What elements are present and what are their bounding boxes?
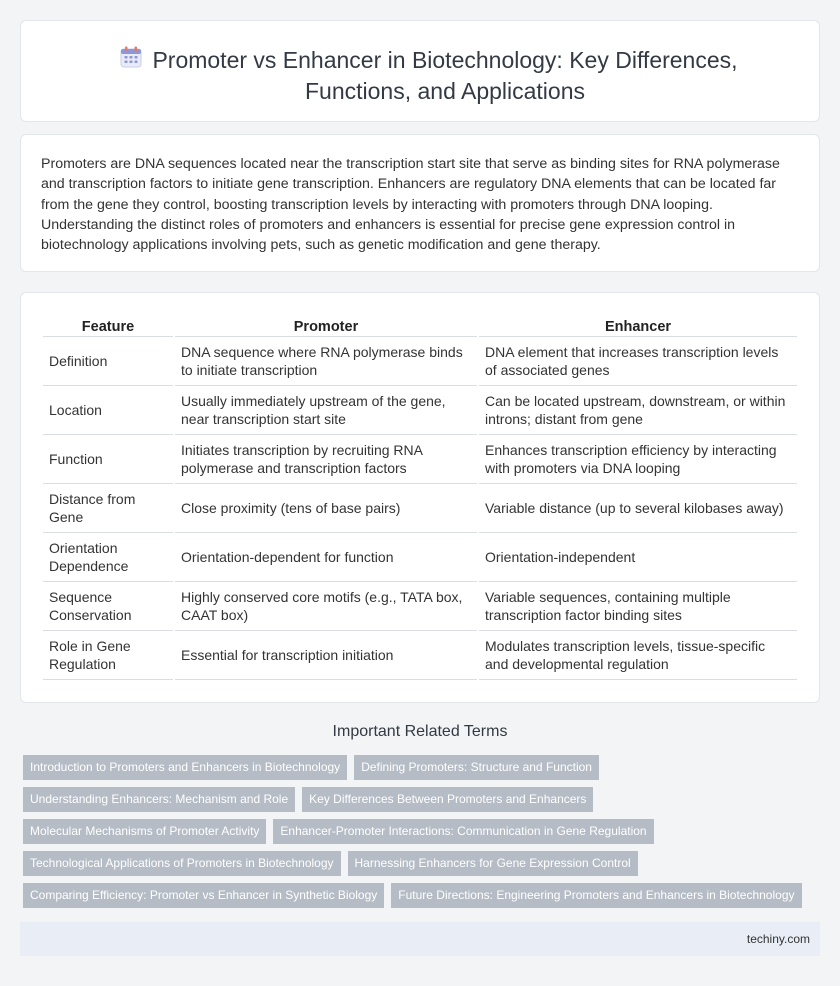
related-terms-row	[23, 819, 654, 844]
title-card	[20, 20, 820, 122]
related-terms-row	[23, 851, 638, 876]
cell-promoter: DNA sequence where RNA polymerase binds to initiate transcription	[175, 337, 477, 386]
cell-promoter: Essential for transcription initiation	[175, 631, 477, 680]
table-row	[43, 337, 797, 386]
cell-feature: Sequence Conservation	[43, 582, 173, 631]
table-row	[43, 582, 797, 631]
table-row	[43, 533, 797, 582]
footer	[20, 922, 820, 956]
related-term-link[interactable]: Future Directions: Engineering Promoters and Enhancers in Biotechnology	[391, 883, 801, 908]
cell-feature: Definition	[43, 337, 173, 386]
page-title: Promoter vs Enhancer in Biotechnology: Key Differences, Functions, and Applications	[152, 47, 738, 104]
cell-enhancer: Variable sequences, containing multiple transcription factor binding sites	[479, 582, 797, 631]
cell-feature: Location	[43, 386, 173, 435]
cell-feature: Role in Gene Regulation	[43, 631, 173, 680]
comparison-table	[41, 313, 799, 680]
cell-feature: Function	[43, 435, 173, 484]
cell-enhancer: DNA element that increases transcription levels of associated genes	[479, 337, 797, 386]
cell-enhancer: Modulates transcription levels, tissue-specific and developmental regulation	[479, 631, 797, 680]
cell-enhancer: Orientation-independent	[479, 533, 797, 582]
table-row	[43, 631, 797, 680]
cell-promoter: Highly conserved core motifs (e.g., TATA box, CAAT box)	[175, 582, 477, 631]
header-promoter: Promoter	[175, 313, 477, 337]
related-term-link[interactable]: Enhancer-Promoter Interactions: Communication in Gene Regulation	[273, 819, 653, 844]
related-term-link[interactable]: Defining Promoters: Structure and Function	[354, 755, 599, 780]
related-terms-row	[23, 787, 593, 812]
comparison-table-card	[20, 292, 820, 703]
cell-promoter: Close proximity (tens of base pairs)	[175, 484, 477, 533]
intro-paragraph: Promoters are DNA sequences located near the transcription start site that serve as binding sites for RNA polymerase and transcription factors to initiate gene transcription. Enhancers are regulatory DNA elements that can be located far from the gene they control, boosting transcription levels by interacting with promoters through DNA looping. Understanding the distinct roles of promoters and enhancers is essential for precise gene expression control in biotechnology applications involving pets, such as genetic modification and gene therapy.	[41, 156, 780, 254]
footer-site-link[interactable]: techiny.com	[746, 932, 810, 946]
related-term-link[interactable]: Molecular Mechanisms of Promoter Activity	[23, 819, 266, 844]
related-term-link[interactable]: Technological Applications of Promoters in Biotechnology	[23, 851, 341, 876]
cell-feature: Orientation Dependence	[43, 533, 173, 582]
table-row	[43, 435, 797, 484]
cell-promoter: Initiates transcription by recruiting RNA polymerase and transcription factors	[175, 435, 477, 484]
header-enhancer: Enhancer	[479, 313, 797, 337]
cell-feature: Distance from Gene	[43, 484, 173, 533]
cell-enhancer: Can be located upstream, downstream, or within introns; distant from gene	[479, 386, 797, 435]
cell-enhancer: Variable distance (up to several kilobases away)	[479, 484, 797, 533]
related-term-link[interactable]: Introduction to Promoters and Enhancers in Biotechnology	[23, 755, 347, 780]
related-term-link[interactable]: Comparing Efficiency: Promoter vs Enhancer in Synthetic Biology	[23, 883, 384, 908]
cell-promoter: Orientation-dependent for function	[175, 533, 477, 582]
cell-enhancer: Enhances transcription efficiency by interacting with promoters via DNA looping	[479, 435, 797, 484]
table-row	[43, 386, 797, 435]
table-row	[43, 484, 797, 533]
header-feature: Feature	[43, 313, 173, 337]
related-terms-title: Important Related Terms	[332, 723, 508, 740]
related-terms-row	[23, 883, 802, 908]
related-term-link[interactable]: Harnessing Enhancers for Gene Expression Control	[348, 851, 638, 876]
related-terms-row	[23, 755, 599, 780]
table-header-row	[43, 313, 797, 337]
related-term-link[interactable]: Key Differences Between Promoters and Enhancers	[302, 787, 593, 812]
intro-card	[20, 134, 820, 272]
cell-promoter: Usually immediately upstream of the gene, near transcription start site	[175, 386, 477, 435]
related-term-link[interactable]: Understanding Enhancers: Mechanism and Role	[23, 787, 295, 812]
